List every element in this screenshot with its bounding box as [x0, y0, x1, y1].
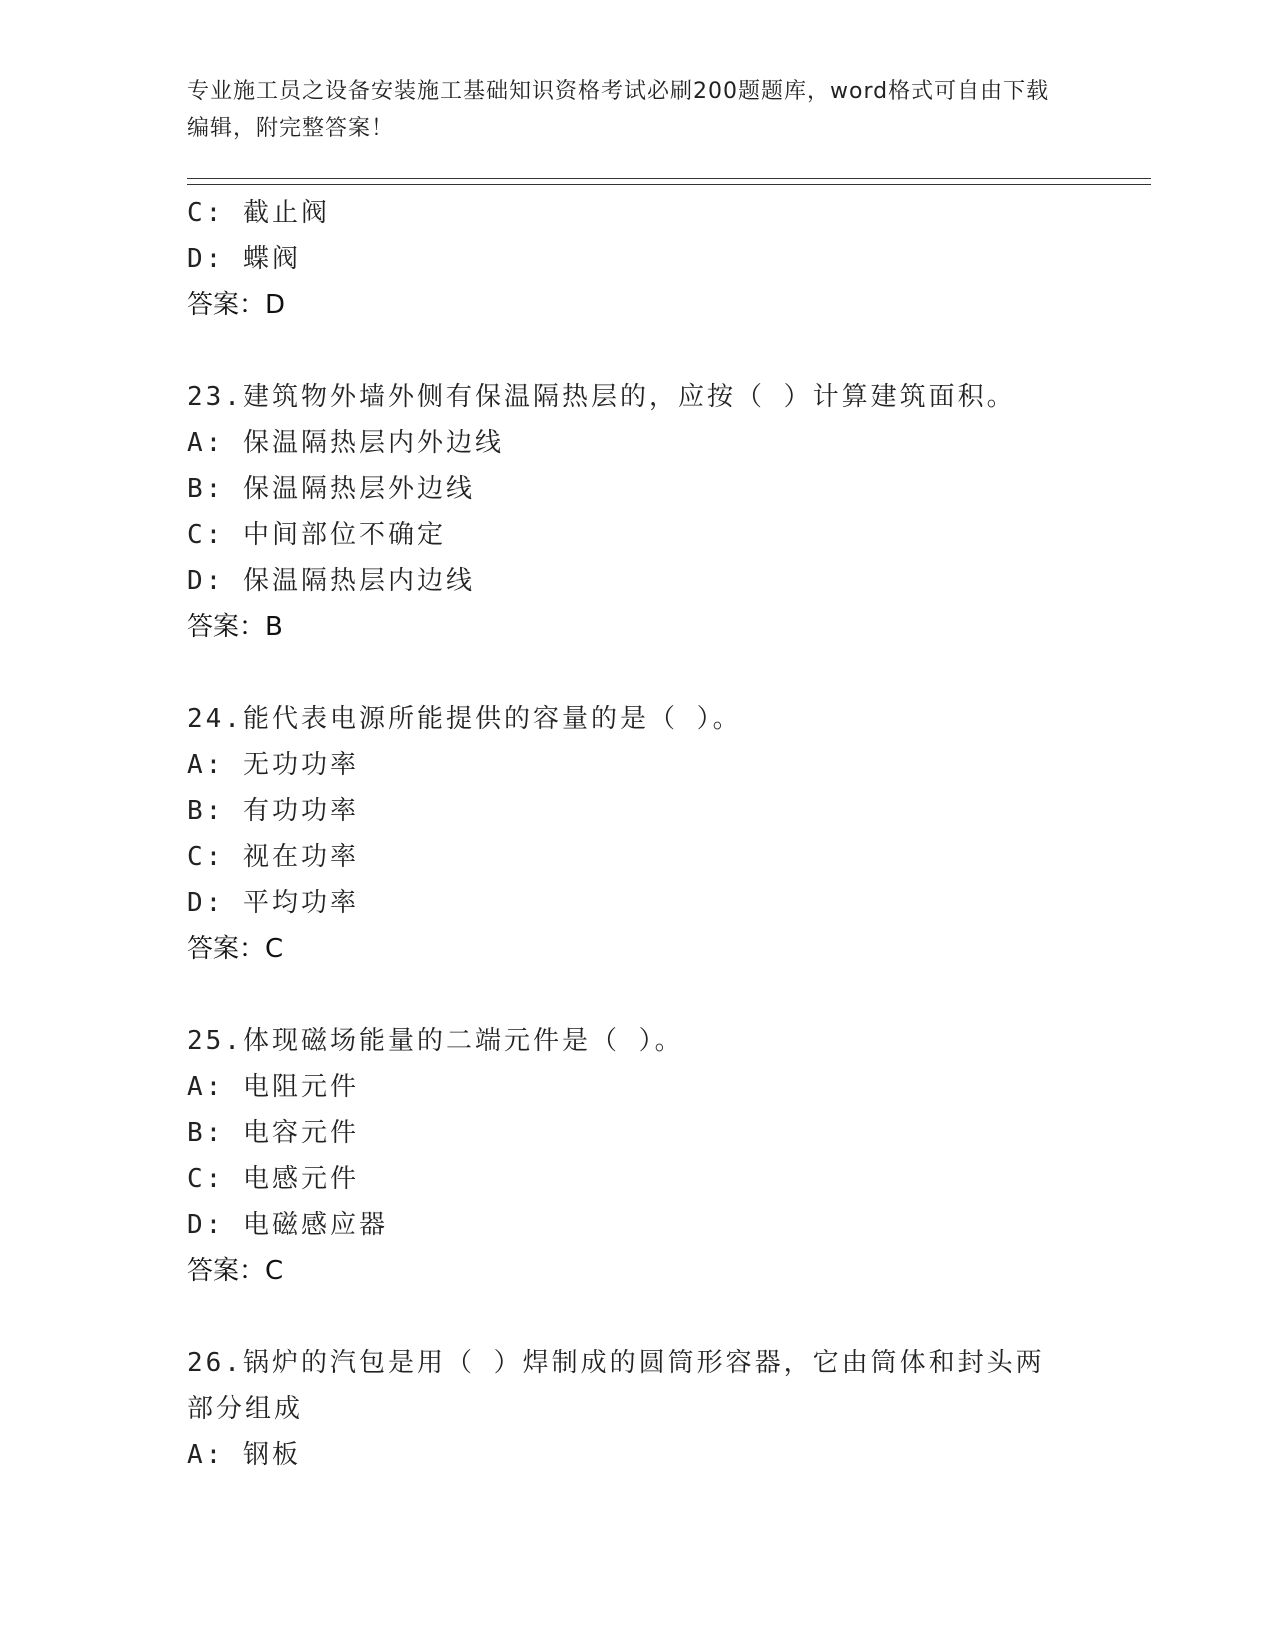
- option-text: 中间部位不确定: [242, 520, 446, 550]
- option-line: [187, 466, 1087, 512]
- option-text: 有功功率: [242, 796, 359, 826]
- option-text: 保温隔热层内边线: [242, 566, 475, 596]
- answer-line: 答案：D: [187, 290, 286, 320]
- option-text: 保温隔热层外边线: [242, 474, 475, 504]
- option-text: 视在功率: [242, 842, 359, 872]
- option-text: 电感元件: [242, 1164, 359, 1194]
- option-line: [187, 1064, 1087, 1110]
- option-label: A:: [187, 1440, 225, 1470]
- option-line: [187, 1110, 1087, 1156]
- option-line: [187, 834, 1087, 880]
- option-text: 电阻元件: [242, 1072, 359, 1102]
- option-label: A:: [187, 750, 225, 780]
- option-line: [187, 236, 1087, 282]
- option-text: 截止阀: [242, 198, 330, 228]
- option-line: [187, 1202, 1087, 1248]
- answer-line: 答案：B: [187, 612, 283, 642]
- option-line: [187, 788, 1087, 834]
- option-line: [187, 742, 1087, 788]
- option-line: [187, 1156, 1087, 1202]
- option-line: [187, 190, 1087, 236]
- option-label: D:: [187, 888, 225, 918]
- option-label: B:: [187, 474, 225, 504]
- option-text: 电容元件: [242, 1118, 359, 1148]
- option-label: D:: [187, 566, 225, 596]
- option-line: [187, 1432, 1087, 1478]
- option-label: D:: [187, 1210, 225, 1240]
- option-label: B:: [187, 1118, 225, 1148]
- answer-line: 答案：C: [187, 934, 284, 964]
- question-stem: 26.锅炉的汽包是用（ ）焊制成的圆筒形容器，它由筒体和封头两部分组成: [187, 1348, 1045, 1424]
- option-line: [187, 420, 1087, 466]
- option-label: C:: [187, 198, 225, 228]
- header-divider-bottom: [187, 184, 1151, 185]
- option-text: 保温隔热层内外边线: [242, 428, 504, 458]
- question-list: [187, 190, 1087, 1478]
- document-header: 专业施工员之设备安装施工基础知识资格考试必刷200题题库，word格式可自由下载编辑，附完整答案！: [187, 79, 1050, 141]
- option-label: B:: [187, 796, 225, 826]
- option-label: A:: [187, 428, 225, 458]
- option-label: A:: [187, 1072, 225, 1102]
- option-text: 无功功率: [242, 750, 359, 780]
- option-label: C:: [187, 520, 225, 550]
- option-text: 平均功率: [242, 888, 359, 918]
- option-label: C:: [187, 842, 225, 872]
- option-label: D:: [187, 244, 225, 274]
- option-text: 蝶阀: [242, 244, 301, 274]
- header-divider-top: [187, 178, 1151, 179]
- option-line: [187, 880, 1087, 926]
- option-line: [187, 512, 1087, 558]
- question-stem: 24.能代表电源所能提供的容量的是（ ）。: [187, 704, 742, 734]
- answer-line: 答案：C: [187, 1256, 284, 1286]
- option-label: C:: [187, 1164, 225, 1194]
- option-line: [187, 558, 1087, 604]
- option-text: 电磁感应器: [242, 1210, 388, 1240]
- option-text: 钢板: [242, 1440, 301, 1470]
- question-stem: 25.体现磁场能量的二端元件是（ ）。: [187, 1026, 684, 1056]
- question-stem: 23.建筑物外墙外侧有保温隔热层的，应按（ ）计算建筑面积。: [187, 382, 1016, 412]
